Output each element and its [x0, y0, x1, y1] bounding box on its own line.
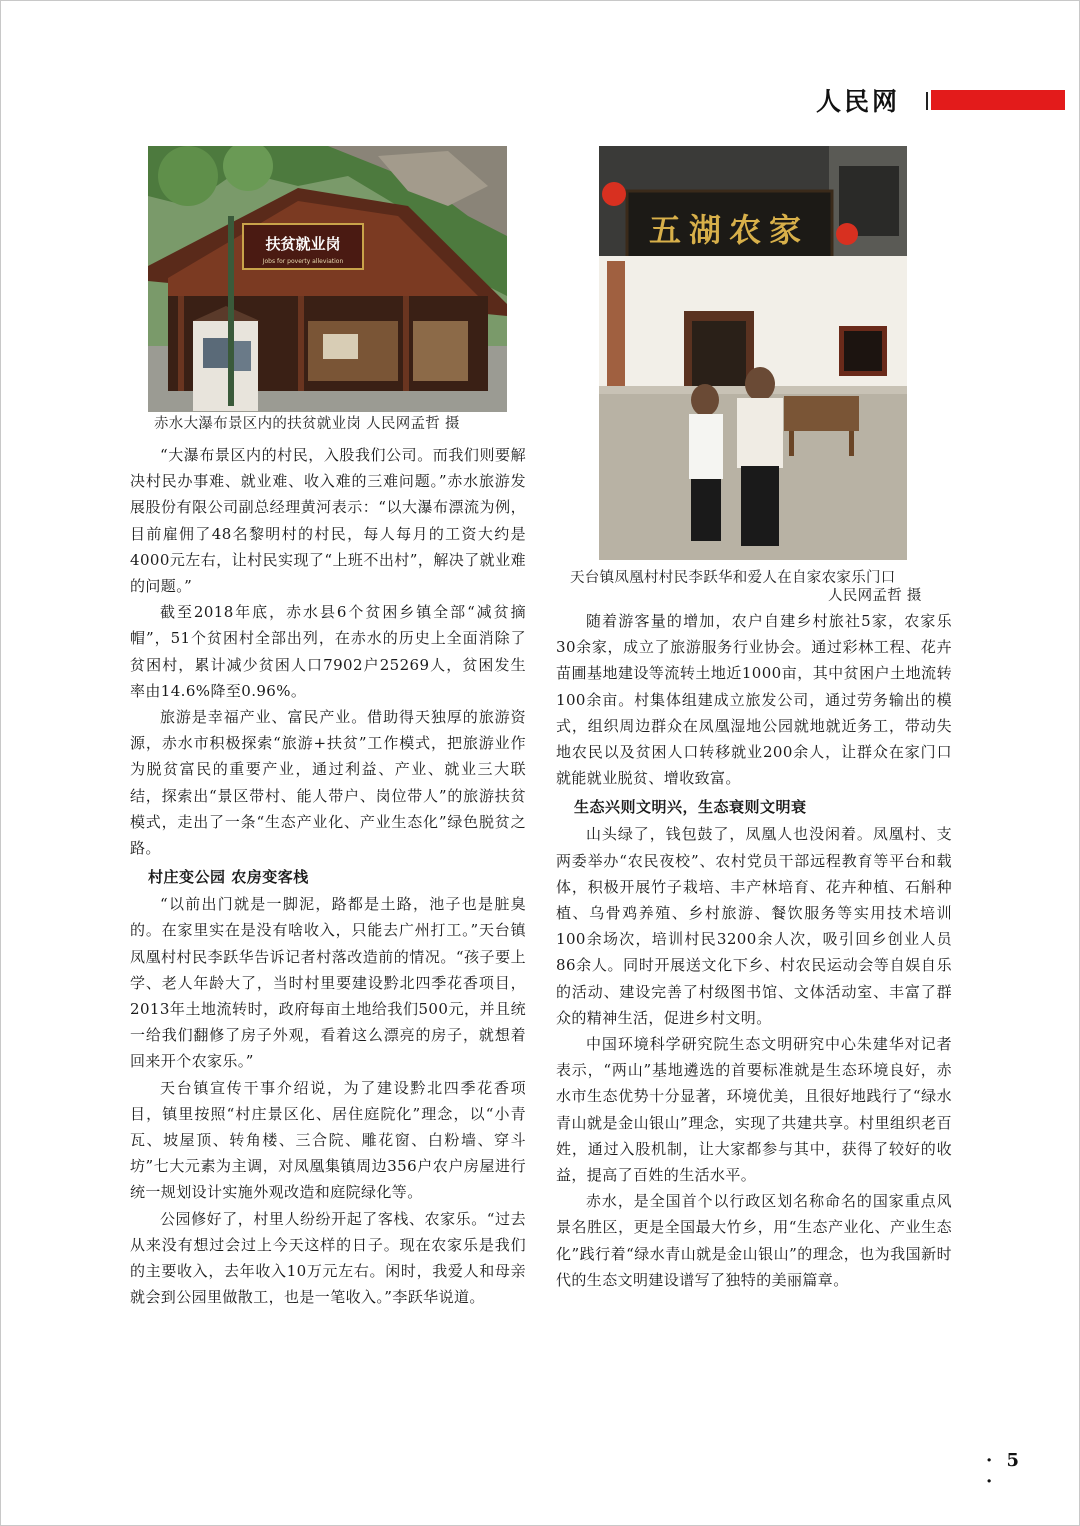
kiosk-sign-subtext: Jobs for poverty alleviation [262, 258, 344, 265]
section-heading: 村庄变公园 农房变客栈 [148, 868, 309, 887]
article-paragraph: 天台镇宣传干事介绍说，为了建设黔北四季花香项目，镇里按照“村庄景区化、居住庭院化”理念，以“小青瓦、坡屋顶、转角楼、三合院、雕花窗、白粉墙、穿斗坊”七大元素为主调，对凤凰集镇周边356户农户房屋进行统一规划设计实施外观改造和庭院绿化等。 [130, 1078, 526, 1202]
photo-right-caption-line2: 人民网孟哲 摄 [828, 588, 922, 604]
article-left-column [130, 442, 526, 1311]
page-number: · 5 · [986, 1450, 1024, 1492]
article-right-column [556, 608, 952, 1293]
kiosk-sign-text: 扶贫就业岗 [265, 235, 341, 253]
photo-right-caption-line1: 天台镇凤凰村村民李跃华和爱人在自家农家乐门口 [570, 570, 896, 586]
article-paragraph: “大瀑布景区内的村民，入股我们公司。而我们则要解决村民办事难、就业难、收入难的三难问题。”赤水旅游发展股份有限公司副总经理黄河表示：“以大瀑布漂流为例，目前雇佣了48名黎明村的村民，每人每月的工资大约是4000元左右，让村民实现了“上班不出村”，解决了就业难的问题。” [130, 446, 526, 596]
article-paragraph: “以前出门就是一脚泥，路都是土路，池子也是脏臭的。在家里实在是没有啥收入，只能去广州打工。”天台镇凤凰村村民李跃华告诉记者村落改造前的情况。“孩子要上学、老人年龄大了，当时村里要建设黔北四季花香项目，2013年土地流转时，政府每亩土地给我们500元，并且统一给我们翻修了房子外观，看着这么漂亮的房子，就想着回来开个农家乐。” [130, 895, 526, 1071]
masthead-accent-bar [931, 90, 1065, 110]
article-paragraph: 截至2018年底，赤水县6个贫困乡镇全部“减贫摘帽”，51个贫困村全部出列，在赤水的历史上全面消除了贫困村，累计减少贫困人口7902户25269人，贫困发生率由14.6%降至0.96%。 [130, 603, 526, 700]
photo-farmhouse [599, 146, 907, 560]
article-paragraph: 山头绿了，钱包鼓了，凤凰人也没闲着。凤凰村、支两委举办“农民夜校”、农村党员干部远程教育等平台和载体，积极开展竹子栽培、丰产林培育、花卉种植、石斛种植、乌骨鸡养殖、乡村旅游、餐饮服务等实用技术培训100余场次，培训村民3200余人次，吸引回乡创业人员86余人。同时开展送文化下乡、村农民运动会等自娱自乐的活动、建设完善了村级图书馆、文体活动室、丰富了群众的精神生活，促进乡村文明。 [556, 825, 952, 1027]
article-paragraph: 随着游客量的增加，农户自建乡村旅社5家，农家乐30余家，成立了旅游服务行业协会。通过彩林工程、花卉苗圃基地建设等流转土地近1000亩，其中贫困户土地流转100余亩。村集体组建成立旅发公司，通过劳务输出的模式，组织周边群众在凤凰湿地公园就地就近务工，带动失地农民以及贫困人口转移就业200余人，让群众在家门口就能就业脱贫、增收致富。 [556, 612, 952, 788]
masthead-divider [926, 92, 928, 110]
photo-left-caption: 赤水大瀑布景区内的扶贫就业岗 人民网孟哲 摄 [154, 416, 460, 432]
photo-job-kiosk [148, 146, 507, 412]
article-paragraph: 赤水，是全国首个以行政区划名称命名的国家重点风景名胜区，更是全国最大竹乡，用“生态产业化、产业生态化”践行着“绿水青山就是金山银山”的理念，也为我国新时代的生态文明建设谱写了独特的美丽篇章。 [556, 1192, 952, 1289]
article-paragraph: 公园修好了，村里人纷纷开起了客栈、农家乐。“过去从来没有想过会过上今天这样的日子。现在农家乐是我们的主要收入，去年收入10万元左右。闲时，我爱人和母亲就会到公园里做散工，也是一笔收入。”李跃华说道。 [130, 1209, 526, 1307]
farmhouse-sign-text: 五湖农家 [648, 211, 810, 249]
section-heading: 生态兴则文明兴，生态衰则文明衰 [574, 798, 807, 817]
article-paragraph: 中国环境科学研究院生态文明研究中心朱建华对记者表示，“两山”基地遴选的首要标准就是生态环境良好，赤水市生态优势十分显著，环境优美，且很好地践行了“绿水青山就是金山银山”理念，实现了共建共享。村里组织老百姓，通过入股机制，让大家都参与其中，获得了较好的收益，提高了百姓的生活水平。 [556, 1035, 952, 1185]
masthead-title: 人民网 [816, 87, 901, 116]
article-paragraph: 旅游是幸福产业、富民产业。借助得天独厚的旅游资源，赤水市积极探索“旅游+扶贫”工作模式，把旅游业作为脱贫富民的重要产业，通过利益、产业、就业三大联结，探索出“景区带村、能人带户、岗位带人”的旅游扶贫模式，走出了一条“生态产业化、产业生态化”绿色脱贫之路。 [130, 708, 526, 858]
